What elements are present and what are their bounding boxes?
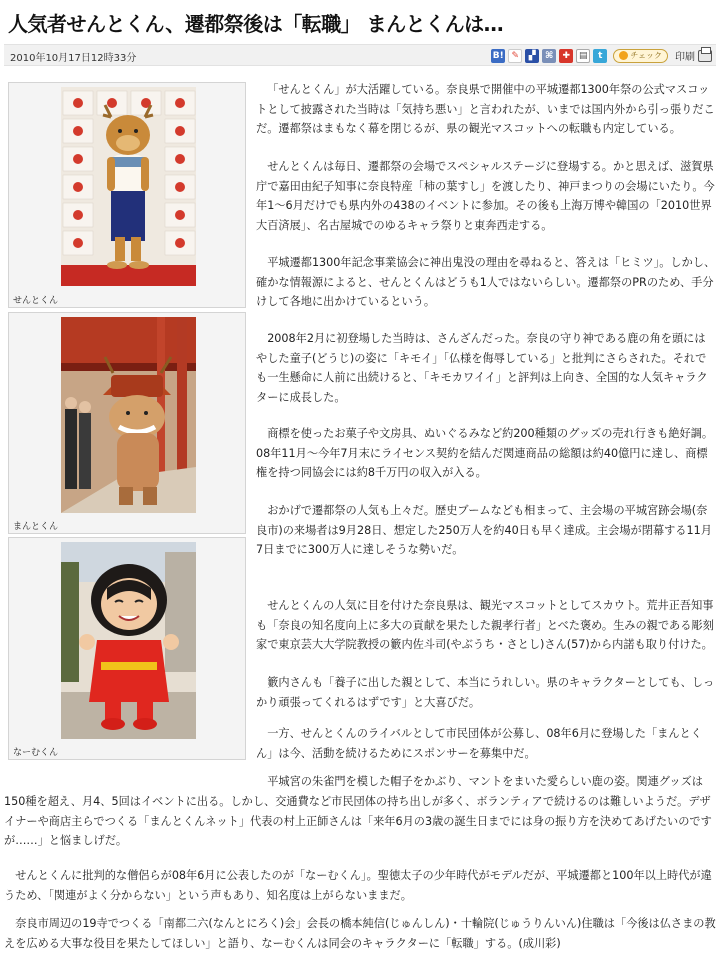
photo-box-sentokun bbox=[8, 82, 246, 308]
sentokun-photo[interactable] bbox=[61, 87, 196, 286]
bookmark-note-icon[interactable]: ▤ bbox=[576, 49, 590, 63]
article-date: 2010年10月17日12時33分 bbox=[10, 53, 137, 64]
bookmark-red-icon[interactable]: ✚ bbox=[559, 49, 573, 63]
article-paragraph-continued: 150種を超え、月4、5回はイベントに出る。しかし、交通費など市民団体の持ち出しが多く、ボランティアで続けるのは難しいようだ。デザイナーや商店主らでつくる「まんとくんネット」代表の村上正師さんは「来年6月の3歳の誕生日までには身の振り方を決めてあげたいのですが……」と悩ましげだ。 bbox=[4, 795, 712, 848]
article-paragraph: せんとくんは毎日、遷都祭の会場でスペシャルステージに登場する。かと思えば、滋賀県庁で嘉田由紀子知事に奈良特産「柿の葉すし」を渡したり、神戸まつりの会場にいたり。今年1～6月だけでも県内外の438のイベントに参加。その後も上海万博や韓国の「2010世界大百済展」、名古屋城でのゆるキャラ祭りと東奔西走する。 bbox=[256, 160, 715, 232]
article-paragraph: おかげで遷都祭の人気も上々だ。歴史ブームなども相まって、主会場の平城宮跡会場(奈良市)の来場者は9月28日、想定した250万人を約40日も早く達成。主会場が閉幕する11月7日までに300万人に達しそうな勢いだ。 bbox=[256, 504, 712, 557]
bookmark-blocks-icon[interactable]: ▞ bbox=[525, 49, 539, 63]
article-paragraph: 「せんとくん」が大活躍している。奈良県で開催中の平城遷都1300年祭の公式マスコットとして披露された当時は「気持ち悪い」と言われたが、いまでは国内外から引っ張りだこだ。遷都祭はまもなく幕を閉じるが、県の観光マスコットへの転職も内定している。 bbox=[256, 83, 715, 136]
photo-box-mantokun bbox=[8, 312, 246, 534]
printer-icon[interactable] bbox=[698, 50, 712, 62]
photo-caption-mantokun: まんとくん bbox=[13, 522, 59, 532]
check-dot-icon bbox=[619, 51, 628, 60]
article-paragraph: 籔内さんも「養子に出した親として、本当にうれしい。県のキャラクターとしても、しっかり頑張ってくれるはずです」と大喜びだ。 bbox=[256, 676, 715, 709]
article-paragraph: 一方、せんとくんのライバルとして市民団体が公募し、08年6月に登場した「まんとくん」は今、活動を続けるためにスポンサーを募集中だ。 bbox=[256, 727, 702, 760]
article-paragraph: せんとくんに批判的な僧侶らが08年6月に公表したのが「なーむくん」。聖徳太子の少年時代がモデルだが、平城遷都と100年以上時代が違うため、「関連がよく分からない」という声もあり、知名度は上がらないままだ。 bbox=[4, 869, 712, 902]
photo-caption-namukun: なーむくん bbox=[13, 748, 59, 758]
article-paragraph: 2008年2月に初登場した当時は、さんざんだった。奈良の守り神である鹿の角を頭にはやした童子(どうじ)の姿に「キモイ」「仏様を侮辱している」と批判にさらされた。それでも一生懸命に人前に出続けると、「キモカワイイ」と評判は上向き、全国的な人気キャラクターに成長した。 bbox=[256, 332, 708, 404]
bookmark-bj-icon[interactable]: B! bbox=[492, 50, 504, 61]
print-link[interactable]: 印刷 bbox=[675, 52, 695, 63]
share-toolbar bbox=[491, 48, 712, 63]
photo-caption-sentokun: せんとくん bbox=[13, 296, 59, 306]
photo-box-namukun bbox=[8, 537, 246, 760]
check-button-label: チェック bbox=[630, 51, 662, 60]
article-headline: 人気者せんとくん、遷都祭後は「転職」 まんとくんは… bbox=[8, 12, 504, 36]
article-paragraph-lead: 平城宮の朱雀門を模した帽子をかぶり、マントをまいた愛らしい鹿の姿。関連グッズは bbox=[267, 775, 703, 788]
bookmark-clip-icon[interactable]: ⌘ bbox=[542, 49, 556, 63]
bookmark-leaf-icon[interactable]: ✎ bbox=[508, 49, 522, 63]
article-paragraph: 商標を使ったお菓子や文房具、ぬいぐるみなど約200種類のグッズの売れ行きも絶好調。08年11月～今年7月末にライセンス契約を結んだ関連商品の総額は約40億円に達し、商標権を持つ同協会には約8千万円の収入が入る。 bbox=[256, 427, 714, 480]
mantokun-photo[interactable] bbox=[61, 317, 196, 513]
namukun-photo[interactable] bbox=[61, 542, 196, 739]
twitter-icon[interactable]: t bbox=[593, 49, 607, 63]
article-meta-bar bbox=[4, 44, 716, 66]
article-paragraph: せんとくんの人気に目を付けた奈良県は、観光マスコットとしてスカウト。荒井正吾知事も「奈良の知名度向上に多大の貢献を果たした親孝行者」とべた褒め。生みの親である彫刻家で東京芸大大学院教授の籔内佐斗司(やぶうち・さとし)さん(57)から内諾も取り付けた。 bbox=[256, 599, 714, 652]
article-paragraph: 奈良市周辺の19寺でつくる「南都二六(なんとにろく)会」会長の橋本純信(じゅんしん)・十輪院(じゅうりんいん)住職は「今後は仏さまの教えを広める大事な役目を果たしてほしい」と語り、なーむくんは同会のキャラクターに「転職」する。(成川彩) bbox=[4, 917, 716, 950]
check-button[interactable] bbox=[613, 49, 668, 63]
article-paragraph: 平城遷都1300年記念事業協会に神出鬼没の理由を尋ねると、答えは「ヒミツ」。しかし、確かな情報源によると、せんとくんはどうも1人ではないらしい。遷都祭のPRのため、手分けして各地に出かけているという。 bbox=[256, 256, 716, 309]
